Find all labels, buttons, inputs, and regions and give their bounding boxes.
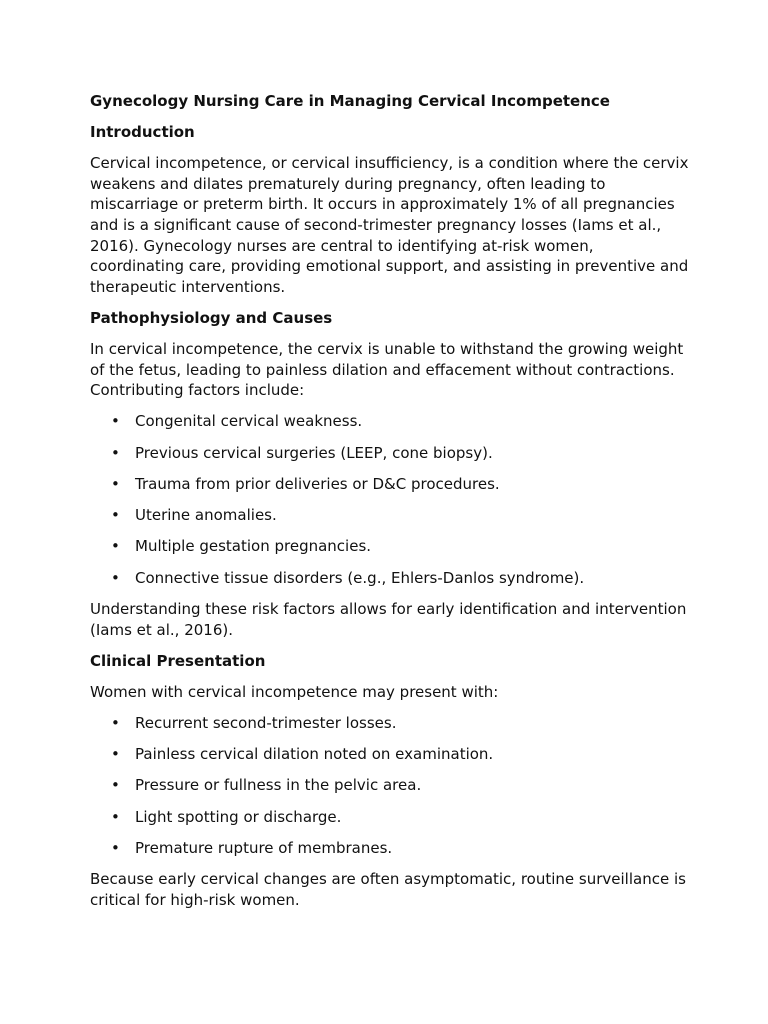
list-item-text: Premature rupture of membranes. (135, 838, 393, 857)
paragraph-pathophysiology-intro: In cervical incompetence, the cervix is unable to withstand the growing weight of the fetus, leading to painless dilation and effacement without contractions. Contributing factors include: (90, 339, 684, 400)
list-item (90, 744, 690, 765)
list-item-text: Light spotting or discharge. (135, 807, 342, 826)
paragraph-introduction: Cervical incompetence, or cervical insufficiency, is a condition where the cervix weakens and dilates prematurely during pregnancy, often leading to miscarriage or preterm birth. It occurs in approximately 1% of all pregnancies and is a significant cause of second-trimester pregnancy losses (Iams et al., 2016). Gynecology nurses are central to identifying at-risk women, coordinating care, providing emotional support, and assisting in preventive and therapeutic interventions. (90, 154, 689, 296)
bullet-icon: • (111, 838, 120, 857)
document-title: Gynecology Nursing Care in Managing Cervical Incompetence (90, 92, 610, 110)
bullet-icon: • (111, 506, 120, 525)
list-item-text: Previous cervical surgeries (LEEP, cone biopsy). (135, 443, 493, 462)
bullet-icon: • (111, 807, 120, 826)
bullet-icon: • (111, 713, 120, 732)
list-item (90, 775, 690, 796)
list-item (90, 568, 690, 589)
list-item-text: Connective tissue disorders (e.g., Ehlers-Danlos syndrome). (135, 568, 585, 587)
list-item-text: Congenital cervical weakness. (135, 412, 363, 431)
paragraph-pathophysiology-outro: Understanding these risk factors allows for early identification and intervention (Iams et al., 2016). (90, 599, 687, 639)
document-page (90, 91, 690, 921)
list-item (90, 474, 690, 495)
symptoms-list (90, 713, 690, 859)
heading-clinical: Clinical Presentation (90, 651, 266, 670)
heading-introduction: Introduction (90, 123, 195, 142)
list-item-text: Multiple gestation pregnancies. (135, 537, 372, 556)
list-item-text: Painless cervical dilation noted on examination. (135, 745, 494, 764)
list-item-text: Recurrent second-trimester losses. (135, 713, 397, 732)
list-item (90, 838, 690, 859)
heading-pathophysiology: Pathophysiology and Causes (90, 308, 333, 327)
list-item-text: Pressure or fullness in the pelvic area. (135, 776, 422, 795)
list-item (90, 411, 690, 432)
list-item (90, 536, 690, 557)
bullet-icon: • (111, 474, 120, 493)
bullet-icon: • (111, 412, 120, 431)
paragraph-clinical-outro: Because early cervical changes are often asymptomatic, routine surveillance is critical for high-risk women. (90, 870, 686, 909)
bullet-icon: • (111, 443, 120, 462)
bullet-icon: • (111, 745, 120, 764)
list-item (90, 443, 690, 464)
bullet-icon: • (111, 568, 120, 587)
list-item-text: Uterine anomalies. (135, 506, 277, 525)
paragraph-clinical-intro: Women with cervical incompetence may present with: (90, 682, 499, 701)
list-item-text: Trauma from prior deliveries or D&C procedures. (135, 474, 500, 493)
bullet-icon: • (111, 537, 120, 556)
list-item (90, 505, 690, 526)
list-item (90, 713, 690, 734)
bullet-icon: • (111, 776, 120, 795)
risk-factors-list (90, 411, 690, 588)
list-item (90, 807, 690, 828)
